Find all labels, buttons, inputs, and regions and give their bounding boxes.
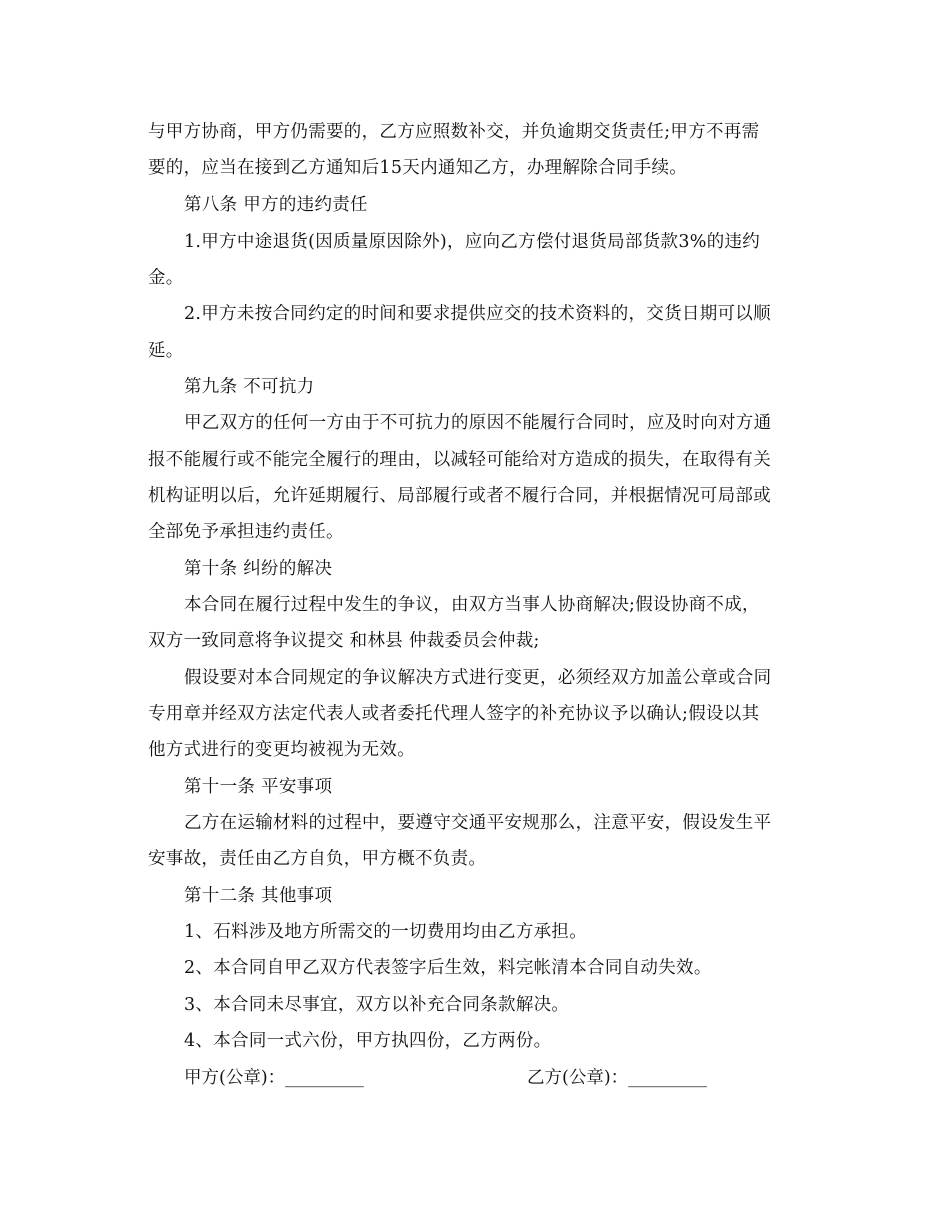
section-heading-11: 第十一条 平安事项 [184,777,333,797]
section-heading-12: 第十二条 其他事项 [184,886,333,906]
text-line: 专用章并经双方法定代表人或者委托代理人签字的补充协议予以确认;假设以其 [148,704,760,724]
text-line: 金。 [148,268,184,288]
party-b-signature: 乙方(公章)：_________ [527,1068,707,1088]
section-heading-9: 第九条 不可抗力 [184,377,315,397]
text-line: 乙方在运输材料的过程中，要遵守交通平安规那么，注意平安，假设发生平 [184,813,772,833]
party-a-signature: 甲方(公章)：_________ [184,1068,364,1088]
text-line: 本合同在履行过程中发生的争议，由双方当事人协商解决;假设协商不成， [184,595,760,615]
text-line: 双方一致同意将争议提交 和林县 仲裁委员会仲裁; [148,631,540,651]
text-line: 与甲方协商，甲方仍需要的，乙方应照数补交，并负逾期交货责任;甲方不再需 [148,122,760,142]
text-line: 延。 [148,341,184,361]
section-heading-10: 第十条 纠纷的解决 [184,559,333,579]
text-line: 报不能履行或不能完全履行的理由，以减轻可能给对方造成的损失，在取得有关 [148,450,771,470]
text-line: 全部免予承担违约责任。 [148,522,344,542]
text-line: 1.甲方中途退货(因质量原因除外)，应向乙方偿付退货局部货款3%的违约 [184,232,761,252]
text-line: 他方式进行的变更均被视为无效。 [148,740,415,760]
text-line: 2.甲方未按合同约定的时间和要求提供应交的技术资料的，交货日期可以顺 [184,304,771,324]
text-line: 安事故，责任由乙方自负，甲方概不负责。 [148,849,487,869]
text-line: 甲乙双方的任何一方由于不可抗力的原因不能履行合同时，应及时向对方通 [184,413,772,433]
list-item: 3、本合同未尽事宜，双方以补充合同条款解决。 [184,995,570,1015]
text-line: 机构证明以后，允许延期履行、局部履行或者不履行合同，并根据情况可局部或 [148,486,771,506]
list-item: 4、本合同一式六份，甲方执四份，乙方两份。 [184,1031,552,1051]
list-item: 2、本合同自甲乙双方代表签字后生效，料完帐清本合同自动失效。 [184,958,712,978]
section-heading-8: 第八条 甲方的违约责任 [184,195,368,215]
text-line: 假设要对本合同规定的争议解决方式进行变更，必须经双方加盖公章或合同 [184,668,772,688]
text-line: 要的，应当在接到乙方通知后15天内通知乙方，办理解除合同手续。 [148,158,688,178]
list-item: 1、石料涉及地方所需交的一切费用均由乙方承担。 [184,922,588,942]
